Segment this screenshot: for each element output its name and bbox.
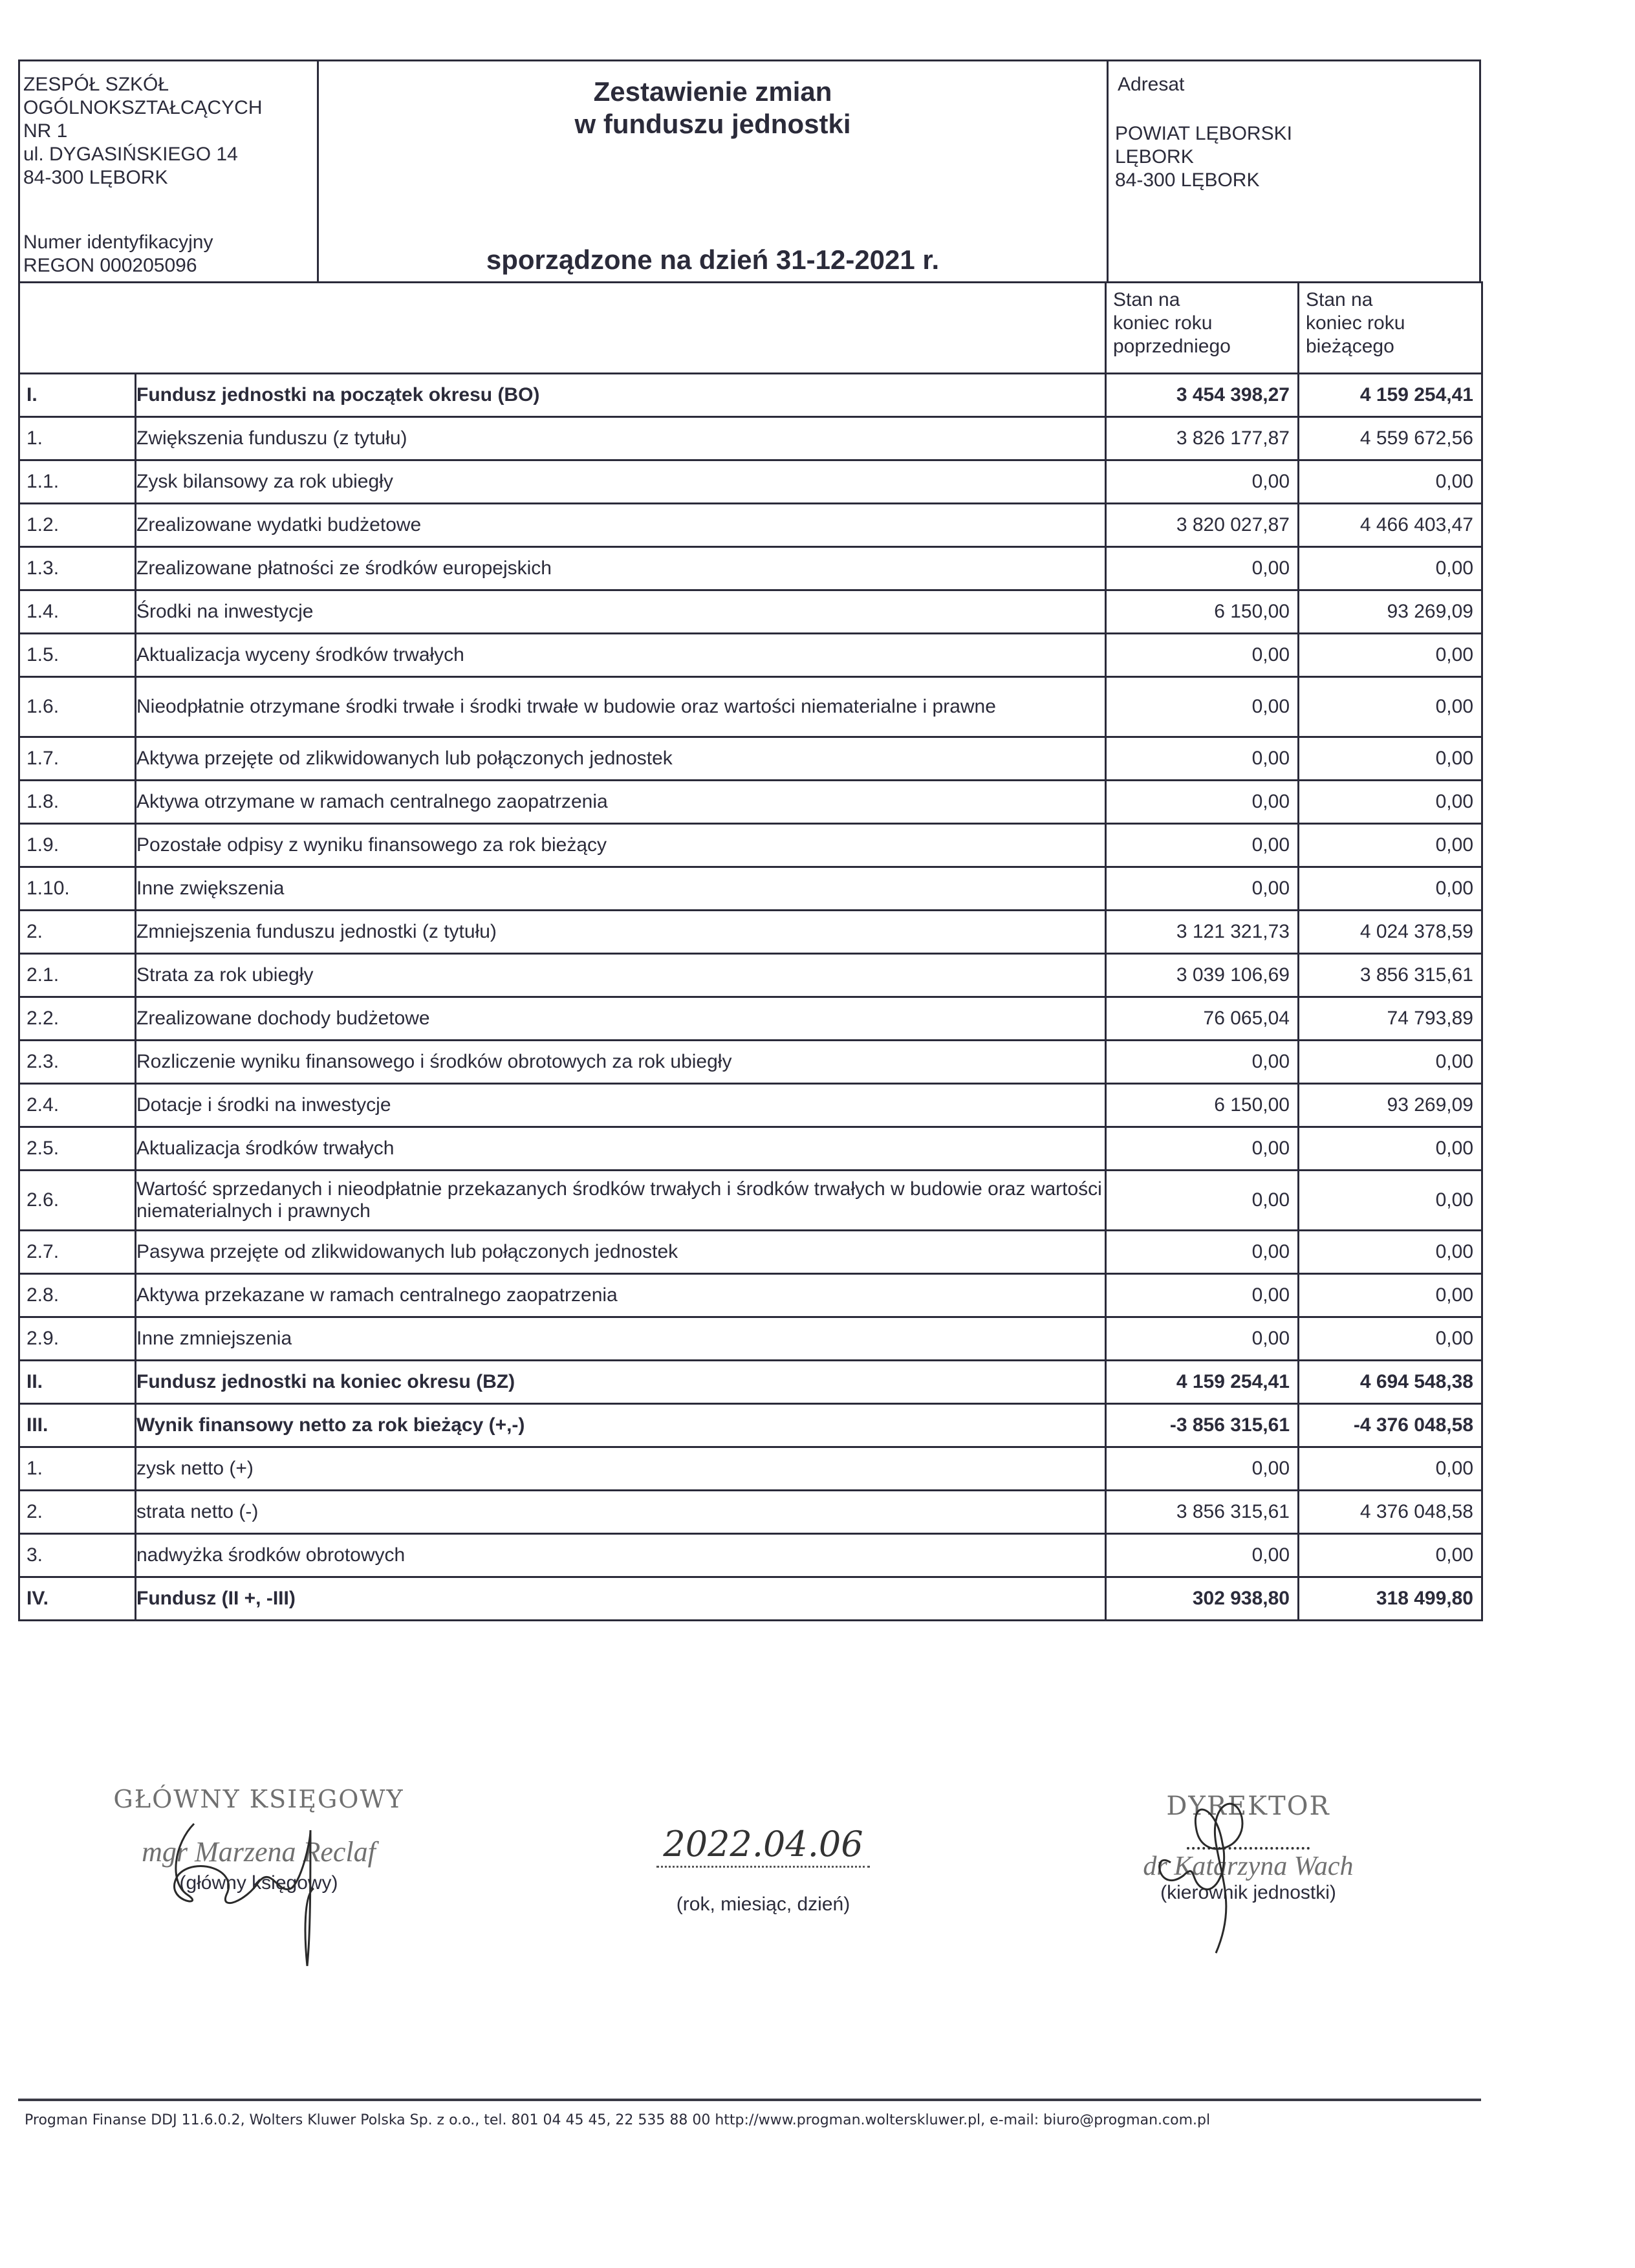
value-previous-year: 0,00 — [1106, 1534, 1299, 1577]
row-number: 2.8. — [19, 1274, 136, 1317]
value-current-year: 0,00 — [1299, 677, 1482, 737]
row-description: Zrealizowane dochody budżetowe — [136, 997, 1106, 1041]
table-row — [19, 737, 1482, 781]
row-description: Zwiększenia funduszu (z tytułu) — [136, 417, 1106, 460]
value-current-year: 0,00 — [1299, 1447, 1482, 1491]
table-row — [19, 781, 1482, 824]
report-header — [18, 59, 1481, 281]
date-caption: (rok, miesiąc, dzień) — [676, 1894, 850, 1915]
table-row — [19, 867, 1482, 911]
table-row — [19, 1447, 1482, 1491]
addressee-block — [1107, 61, 1479, 281]
row-description: Strata za rok ubiegły — [136, 954, 1106, 997]
row-number: 2.6. — [19, 1171, 136, 1231]
addressee-label: Adresat — [1118, 74, 1185, 95]
report-title — [319, 76, 1107, 140]
row-description: Nieodpłatnie otrzymane środki trwałe i środki trwałe w budowie oraz wartości niematerialne i prawne — [136, 677, 1106, 737]
value-previous-year: 0,00 — [1106, 781, 1299, 824]
row-number: 2.9. — [19, 1317, 136, 1361]
column-header-row — [19, 283, 1482, 374]
row-number: 1.1. — [19, 460, 136, 504]
handwritten-date: 2022.04.06 — [656, 1824, 869, 1868]
value-previous-year: 3 820 027,87 — [1106, 504, 1299, 547]
value-previous-year: 3 856 315,61 — [1106, 1491, 1299, 1534]
value-current-year: 0,00 — [1299, 547, 1482, 590]
value-current-year: 0,00 — [1299, 1274, 1482, 1317]
row-number: 2.2. — [19, 997, 136, 1041]
table-row — [19, 1274, 1482, 1317]
column-header-blank — [19, 283, 1106, 374]
row-description: Fundusz jednostki na początek okresu (BO) — [136, 374, 1106, 417]
value-previous-year: 0,00 — [1106, 824, 1299, 867]
value-current-year: 0,00 — [1299, 867, 1482, 911]
value-previous-year: 0,00 — [1106, 1041, 1299, 1084]
row-description: Zrealizowane wydatki budżetowe — [136, 504, 1106, 547]
table-row — [19, 547, 1482, 590]
column-header-line: poprzedniego — [1113, 336, 1231, 357]
unit-name-line: OGÓLNOKSZTAŁCĄCYCH — [23, 97, 263, 118]
row-description: Pasywa przejęte od zlikwidowanych lub połączonych jednostek — [136, 1231, 1106, 1274]
row-description: Zmniejszenia funduszu jednostki (z tytułu) — [136, 911, 1106, 954]
value-current-year: 4 159 254,41 — [1299, 374, 1482, 417]
footer-divider — [18, 2099, 1481, 2101]
row-description: Aktywa otrzymane w ramach centralnego zaopatrzenia — [136, 781, 1106, 824]
value-current-year: 4 694 548,38 — [1299, 1361, 1482, 1404]
table-row — [19, 1404, 1482, 1447]
row-number: 3. — [19, 1534, 136, 1577]
unit-address-street: ul. DYGASIŃSKIEGO 14 — [23, 144, 238, 165]
reporting-unit — [20, 61, 319, 281]
value-current-year: 93 269,09 — [1299, 1084, 1482, 1127]
column-header-prev-year — [1106, 283, 1299, 374]
table-row — [19, 1084, 1482, 1127]
chief-accountant-signature — [97, 1785, 420, 1894]
column-header-current-year — [1299, 283, 1482, 374]
table-row — [19, 1041, 1482, 1084]
row-description: Inne zwiększenia — [136, 867, 1106, 911]
row-number: 1.8. — [19, 781, 136, 824]
director-stamp-name: dr Katarzyna Wach — [1143, 1852, 1354, 1881]
id-number-label: Numer identyfikacyjny — [23, 232, 213, 253]
report-title-line-2: w funduszu jednostki — [574, 109, 851, 139]
director-caption: (kierownik jednostki) — [1160, 1882, 1336, 1903]
value-current-year: 0,00 — [1299, 460, 1482, 504]
table-row — [19, 911, 1482, 954]
row-number: 1.3. — [19, 547, 136, 590]
table-row — [19, 1317, 1482, 1361]
row-number: II. — [19, 1361, 136, 1404]
value-previous-year: 0,00 — [1106, 737, 1299, 781]
unit-name-line: ZESPÓŁ SZKÓŁ — [23, 74, 169, 95]
row-number: 2. — [19, 1491, 136, 1534]
table-row — [19, 1361, 1482, 1404]
signature-dotted-line — [1187, 1847, 1310, 1850]
table-row — [19, 954, 1482, 997]
row-number: 2.5. — [19, 1127, 136, 1171]
column-header-line: Stan na — [1113, 289, 1180, 310]
value-current-year: 74 793,89 — [1299, 997, 1482, 1041]
row-number: 1.5. — [19, 634, 136, 677]
value-current-year: 0,00 — [1299, 1127, 1482, 1171]
table-row — [19, 997, 1482, 1041]
row-number: 1.2. — [19, 504, 136, 547]
addressee-line: LĘBORK — [1115, 146, 1194, 167]
row-description: Fundusz jednostki na koniec okresu (BZ) — [136, 1361, 1106, 1404]
value-previous-year: 0,00 — [1106, 677, 1299, 737]
table-row — [19, 417, 1482, 460]
accountant-stamp-name: mgr Marzena Reclaf — [142, 1836, 376, 1868]
unit-address-city: 84-300 LĘBORK — [23, 167, 168, 188]
table-row — [19, 1534, 1482, 1577]
row-number: 2.4. — [19, 1084, 136, 1127]
value-current-year: 4 024 378,59 — [1299, 911, 1482, 954]
table-row — [19, 1577, 1482, 1621]
row-description: Pozostałe odpisy z wyniku finansowego za rok bieżący — [136, 824, 1106, 867]
value-previous-year: 6 150,00 — [1106, 590, 1299, 634]
value-current-year: 4 376 048,58 — [1299, 1491, 1482, 1534]
value-current-year: 0,00 — [1299, 1171, 1482, 1231]
director-signature — [1087, 1791, 1410, 1904]
table-row — [19, 1127, 1482, 1171]
row-description: Zrealizowane płatności ze środków europejskich — [136, 547, 1106, 590]
value-previous-year: 0,00 — [1106, 1317, 1299, 1361]
software-footer: Progman Finanse DDJ 11.6.0.2, Wolters Kluwer Polska Sp. z o.o., tel. 801 04 45 45, 22 535 88 00 http://www.progman.wolterskluwer.pl, e-mail: biuro@progman.com.pl — [25, 2112, 1211, 2128]
value-current-year: 4 466 403,47 — [1299, 504, 1482, 547]
row-number: 1.10. — [19, 867, 136, 911]
row-description: Dotacje i środki na inwestycje — [136, 1084, 1106, 1127]
report-title-block — [319, 61, 1107, 281]
row-number: 1.4. — [19, 590, 136, 634]
value-current-year: 0,00 — [1299, 1317, 1482, 1361]
table-row — [19, 1231, 1482, 1274]
table-row — [19, 590, 1482, 634]
report-date: sporządzone na dzień 31-12-2021 r. — [486, 244, 940, 275]
table-row — [19, 1171, 1482, 1231]
column-header-line: Stan na — [1306, 289, 1373, 310]
value-previous-year: 6 150,00 — [1106, 1084, 1299, 1127]
column-header-line: koniec roku — [1113, 312, 1213, 334]
row-number: 2. — [19, 911, 136, 954]
column-header-line: koniec roku — [1306, 312, 1405, 334]
value-previous-year: 0,00 — [1106, 1231, 1299, 1274]
table-row — [19, 374, 1482, 417]
row-description: Aktualizacja środków trwałych — [136, 1127, 1106, 1171]
value-current-year: 0,00 — [1299, 1231, 1482, 1274]
regon-number: REGON 000205096 — [23, 255, 197, 276]
table-row — [19, 504, 1482, 547]
addressee-line: POWIAT LĘBORSKI — [1115, 123, 1292, 144]
table-row — [19, 460, 1482, 504]
value-previous-year: 3 121 321,73 — [1106, 911, 1299, 954]
row-number: 2.3. — [19, 1041, 136, 1084]
table-row — [19, 1491, 1482, 1534]
row-description: Wynik finansowy netto za rok bieżący (+,-) — [136, 1404, 1106, 1447]
row-description: Fundusz (II +, -III) — [136, 1577, 1106, 1621]
row-number: 1.6. — [19, 677, 136, 737]
identification-block — [23, 231, 213, 277]
column-header-line: bieżącego — [1306, 336, 1394, 357]
row-number: IV. — [19, 1577, 136, 1621]
value-current-year: -4 376 048,58 — [1299, 1404, 1482, 1447]
value-previous-year: 0,00 — [1106, 460, 1299, 504]
row-description: nadwyżka środków obrotowych — [136, 1534, 1106, 1577]
row-description: Wartość sprzedanych i nieodpłatnie przekazanych środków trwałych i środków trwałych w budowie oraz wartości niematerialnych i prawnych — [136, 1171, 1106, 1231]
value-previous-year: 302 938,80 — [1106, 1577, 1299, 1621]
value-previous-year: 0,00 — [1106, 1274, 1299, 1317]
row-number: III. — [19, 1404, 136, 1447]
addressee-line: 84-300 LĘBORK — [1115, 169, 1260, 191]
value-previous-year: 76 065,04 — [1106, 997, 1299, 1041]
row-number: I. — [19, 374, 136, 417]
accountant-caption: (główny księgowy) — [179, 1872, 338, 1894]
report-title-line-1: Zestawienie zmian — [593, 76, 832, 107]
value-current-year: 93 269,09 — [1299, 590, 1482, 634]
value-previous-year: 3 039 106,69 — [1106, 954, 1299, 997]
fund-changes-table — [18, 281, 1483, 1621]
value-current-year: 0,00 — [1299, 1041, 1482, 1084]
value-previous-year: 0,00 — [1106, 1127, 1299, 1171]
value-current-year: 0,00 — [1299, 737, 1482, 781]
value-previous-year: 0,00 — [1106, 547, 1299, 590]
value-previous-year: -3 856 315,61 — [1106, 1404, 1299, 1447]
table-row — [19, 824, 1482, 867]
value-previous-year: 0,00 — [1106, 867, 1299, 911]
row-description: Aktywa przekazane w ramach centralnego zaopatrzenia — [136, 1274, 1106, 1317]
unit-name-line: NR 1 — [23, 120, 68, 142]
row-description: Aktualizacja wyceny środków trwałych — [136, 634, 1106, 677]
value-current-year: 0,00 — [1299, 1534, 1482, 1577]
row-number: 2.7. — [19, 1231, 136, 1274]
signing-date-block — [582, 1824, 944, 1916]
row-number: 1. — [19, 417, 136, 460]
row-description: Zysk bilansowy za rok ubiegły — [136, 460, 1106, 504]
row-number: 1.9. — [19, 824, 136, 867]
value-previous-year: 3 826 177,87 — [1106, 417, 1299, 460]
accountant-stamp-title: GŁÓWNY KSIĘGOWY — [113, 1785, 404, 1813]
table-row — [19, 634, 1482, 677]
row-description: Rozliczenie wyniku finansowego i środków obrotowych za rok ubiegły — [136, 1041, 1106, 1084]
value-previous-year: 0,00 — [1106, 1171, 1299, 1231]
value-previous-year: 0,00 — [1106, 634, 1299, 677]
value-current-year: 3 856 315,61 — [1299, 954, 1482, 997]
value-current-year: 318 499,80 — [1299, 1577, 1482, 1621]
director-stamp-title: DYREKTOR — [1166, 1791, 1330, 1821]
row-number: 1. — [19, 1447, 136, 1491]
row-description: Środki na inwestycje — [136, 590, 1106, 634]
value-current-year: 0,00 — [1299, 634, 1482, 677]
row-number: 2.1. — [19, 954, 136, 997]
row-number: 1.7. — [19, 737, 136, 781]
table-row — [19, 677, 1482, 737]
row-description: Inne zmniejszenia — [136, 1317, 1106, 1361]
row-description: zysk netto (+) — [136, 1447, 1106, 1491]
row-description: Aktywa przejęte od zlikwidowanych lub połączonych jednostek — [136, 737, 1106, 781]
value-previous-year: 4 159 254,41 — [1106, 1361, 1299, 1404]
value-previous-year: 3 454 398,27 — [1106, 374, 1299, 417]
value-current-year: 4 559 672,56 — [1299, 417, 1482, 460]
value-previous-year: 0,00 — [1106, 1447, 1299, 1491]
value-current-year: 0,00 — [1299, 781, 1482, 824]
row-description: strata netto (-) — [136, 1491, 1106, 1534]
value-current-year: 0,00 — [1299, 824, 1482, 867]
